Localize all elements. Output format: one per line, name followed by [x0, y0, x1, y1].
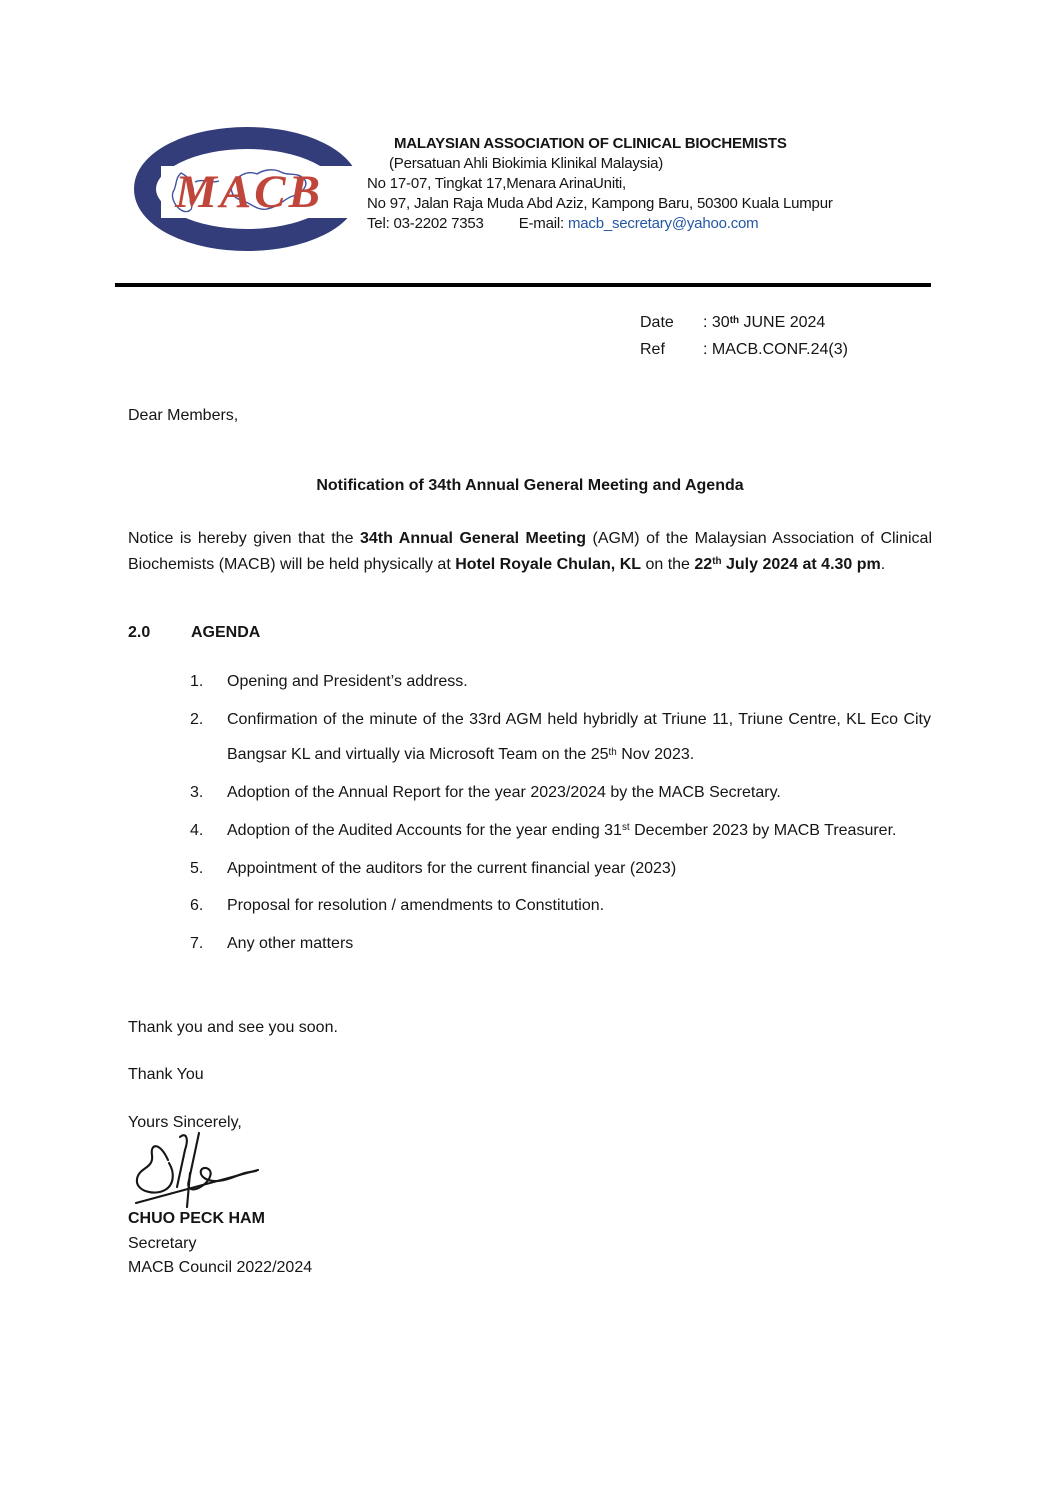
item-text: Confirmation of the minute of the 33rd AGM held hybridly at Triune 11, Triune Centre, KL Eco City Bangsar KL and virtually via Microsoft Team on the 25th Nov 2023. — [227, 710, 931, 764]
email-link[interactable]: macb_secretary@yahoo.com — [567, 215, 759, 232]
date-row — [640, 310, 848, 337]
item-number: 1. — [190, 673, 204, 690]
email-label: E-mail: — [518, 215, 564, 232]
macb-logo — [133, 126, 361, 253]
org-name-malay: (Persatuan Ahli Biokimia Klinikal Malaysia) — [389, 155, 664, 172]
agenda-section-title: AGENDA — [191, 624, 261, 641]
date-value: : 30th JUNE 2024 — [703, 314, 826, 331]
header-divider — [115, 283, 931, 287]
agenda-item — [190, 775, 931, 813]
venue: Hotel Royale Chulan, KL — [455, 555, 642, 573]
org-name: MALAYSIAN ASSOCIATION OF CLINICAL BIOCHEMISTS — [394, 135, 787, 152]
item-text: Proposal for resolution / amendments to Constitution. — [227, 897, 605, 915]
salutation: Dear Members, — [128, 407, 239, 424]
signer-council: MACB Council 2022/2024 — [128, 1259, 313, 1277]
handwritten-signature — [130, 1130, 266, 1208]
item-number: 7. — [190, 934, 204, 952]
date-label: Date — [640, 314, 674, 331]
logo-macb-text: MACB — [175, 166, 323, 218]
notice-paragraph: Notice is hereby given that the 34th Annual General Meeting (AGM) of the Malaysian Association of Clinical Biochemists (MACB) will be held physically at Hotel Royale Chulan, KL on the 22th July 2024 at 4.30 pm. — [128, 530, 933, 573]
meeting-datetime: July 2024 at 4.30 pm — [721, 555, 881, 573]
tel-number: Tel: 03-2202 7353 — [367, 215, 484, 232]
agm-name: 34th Annual General Meeting — [359, 530, 586, 547]
item-number: 4. — [190, 821, 204, 839]
item-number: 6. — [190, 897, 204, 915]
address-line-1: No 17-07, Tingkat 17,Menara ArinaUniti, — [367, 175, 627, 192]
closing-line-2: Thank You — [128, 1066, 204, 1083]
item-text: Appointment of the auditors for the current financial year (2023) — [227, 859, 677, 877]
item-number: 2. — [190, 710, 204, 728]
agenda-item — [190, 702, 931, 775]
agenda-section-number: 2.0 — [128, 624, 151, 641]
item-text: Opening and President’s address. — [227, 673, 468, 690]
agenda-item — [190, 851, 931, 889]
signer-block — [128, 1207, 312, 1281]
item-text: Adoption of the Annual Report for the year 2023/2024 by the MACB Secretary. — [227, 784, 781, 802]
contact-line — [367, 214, 833, 234]
signer-role: Secretary — [128, 1234, 197, 1252]
macb-logo-image — [133, 126, 361, 253]
letter-title: Notification of 34th Annual General Meeting and Agenda — [316, 477, 744, 494]
ref-row — [640, 337, 848, 362]
item-number: 3. — [190, 784, 204, 802]
agenda-item — [190, 926, 931, 964]
item-text: Any other matters — [227, 934, 354, 952]
meeting-date-ordinal: th — [712, 556, 722, 568]
letterhead — [367, 134, 833, 234]
agenda-item — [190, 664, 931, 702]
closing-line-3: Yours Sincerely, — [128, 1114, 242, 1131]
closing-line-1: Thank you and see you soon. — [128, 1019, 338, 1036]
item-text: Adoption of the Audited Accounts for the year ending 31st December 2023 by MACB Treasurer. — [227, 821, 897, 839]
date-ordinal-suffix: th — [729, 314, 740, 326]
signature-image — [130, 1130, 266, 1208]
address-line-2: No 97, Jalan Raja Muda Abd Aziz, Kampong Baru, 50300 Kuala Lumpur — [367, 195, 833, 212]
date-ref-block — [640, 310, 848, 362]
agenda-heading — [128, 624, 260, 642]
agenda-item — [190, 888, 931, 926]
agenda-list — [190, 664, 931, 964]
agenda-item — [190, 813, 931, 851]
signer-name: CHUO PECK HAM — [128, 1210, 265, 1227]
ref-value: : MACB.CONF.24(3) — [703, 341, 848, 358]
item-number: 5. — [190, 859, 204, 877]
ref-label: Ref — [640, 341, 665, 358]
